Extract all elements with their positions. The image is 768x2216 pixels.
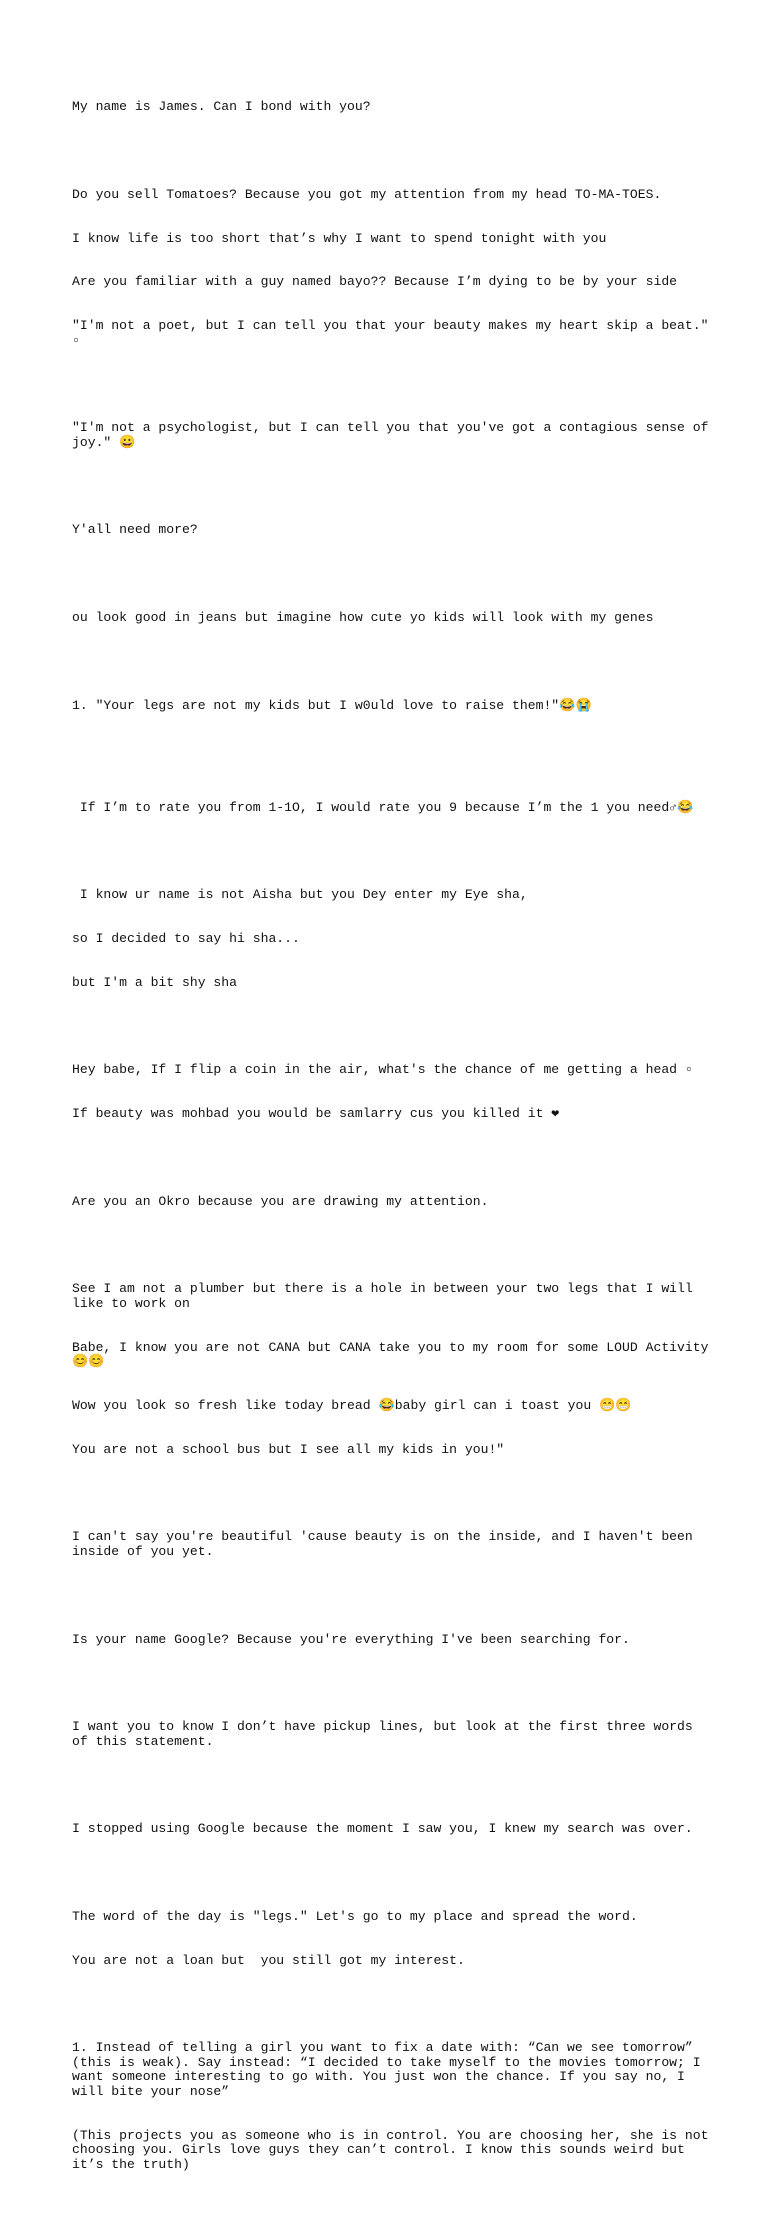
paragraph-pickup-lines [72, 1691, 712, 1779]
text-line: If beauty was mohbad you would be samlarry cus you killed it ❤ [72, 1106, 560, 1122]
text-line: I know life is too short that’s why I want to spend tonight with you [72, 230, 607, 246]
paragraph-need-more [72, 494, 712, 567]
text-line: I know ur name is not Aisha but you Dey enter my Eye sha, [72, 887, 528, 903]
paragraph-date-advice [72, 2012, 717, 2202]
paragraph-plumber [72, 1253, 717, 1487]
text-line: 1. "Your legs are not my kids but I w0uld love to raise them!"😂😭 [72, 697, 592, 713]
text-line: Y'all need more? [72, 522, 198, 538]
text-line: If I’m to rate you from 1-1O, I would rate you 9 because I’m the 1 you need♂😂 [72, 799, 694, 815]
paragraph-rate [72, 772, 712, 845]
text-line: Are you familiar with a guy named bayo?? Because I’m dying to be by your side [72, 274, 678, 290]
text-line: I stopped using Google because the moment I saw you, I knew my search was over. [72, 1821, 693, 1837]
text-line: Are you an Okro because you are drawing my attention. [72, 1193, 489, 1209]
text-line: (This projects you as someone who is in control. You are choosing her, she is not choosing you. Girls love guys they can’t control. I know this sounds weird but it’s the truth) [72, 2127, 717, 2172]
text-line: Do you sell Tomatoes? Because you got my attention from my head TO-MA-TOES. [72, 186, 662, 202]
paragraph-okro [72, 1166, 712, 1239]
text-line: Babe, I know you are not CANA but CANA take you to my room for some LOUD Activity 😊😊 [72, 1339, 717, 1370]
text-line: "I'm not a psychologist, but I can tell you that you've got a contagious sense of joy." 😀 [72, 420, 717, 450]
paragraph-beautiful [72, 1501, 712, 1589]
text-line: Wow you look so fresh like today bread 😂baby girl can i toast you 😁😁 [72, 1398, 632, 1414]
paragraph-search-over [72, 1793, 712, 1866]
paragraph-psychologist [72, 392, 717, 480]
paragraph-word-of-day [72, 1881, 712, 1998]
paragraph-legs [72, 669, 712, 742]
text-line: so I decided to say hi sha... [72, 931, 300, 947]
paragraph-jeans [72, 582, 712, 655]
blank-line [72, 757, 712, 772]
text-line: I can't say you're beautiful 'cause beauty is on the inside, and I haven't been inside of you yet. [72, 1529, 701, 1559]
text-line: I want you to know I don’t have pickup lines, but look at the first three words of this statement. [72, 1719, 701, 1749]
text-line: Is your name Google? Because you're everything I've been searching for. [72, 1631, 630, 1647]
text-line: 1. Instead of telling a girl you want to fix a date with: “Can we see tomorrow” (this is weak). Say instead: “I decided to take myself to the movies tomorrow; I want someone interesting to go with. You just won the chance. If you say no, I will bite your nose” [72, 2040, 709, 2099]
paragraph-google [72, 1603, 712, 1676]
paragraph-aisha [72, 859, 712, 1020]
paragraph-coin [72, 1034, 712, 1151]
text-line: The word of the day is "legs." Let's go to my place and spread the word. [72, 1908, 638, 1924]
text-line: See I am not a plumber but there is a hole in between your two legs that I will like to work on [72, 1281, 701, 1311]
paragraph-tomatoes [72, 159, 717, 378]
text-line: but I'm a bit shy sha [72, 974, 238, 990]
document-page [72, 71, 717, 2216]
text-line: Hey babe, If I flip a coin in the air, what's the chance of me getting a head ▫ [72, 1062, 693, 1078]
paragraph-intro [72, 71, 712, 144]
text-line: ou look good in jeans but imagine how cute yo kids will look with my genes [72, 609, 654, 625]
text-line: My name is James. Can I bond with you? [72, 99, 371, 115]
text-line: "I'm not a poet, but I can tell you that your beauty makes my heart skip a beat." ▫ [72, 318, 717, 348]
text-line: You are not a school bus but I see all my kids in you!" [72, 1441, 505, 1457]
text-line: You are not a loan but you still got my interest. [72, 1952, 465, 1968]
